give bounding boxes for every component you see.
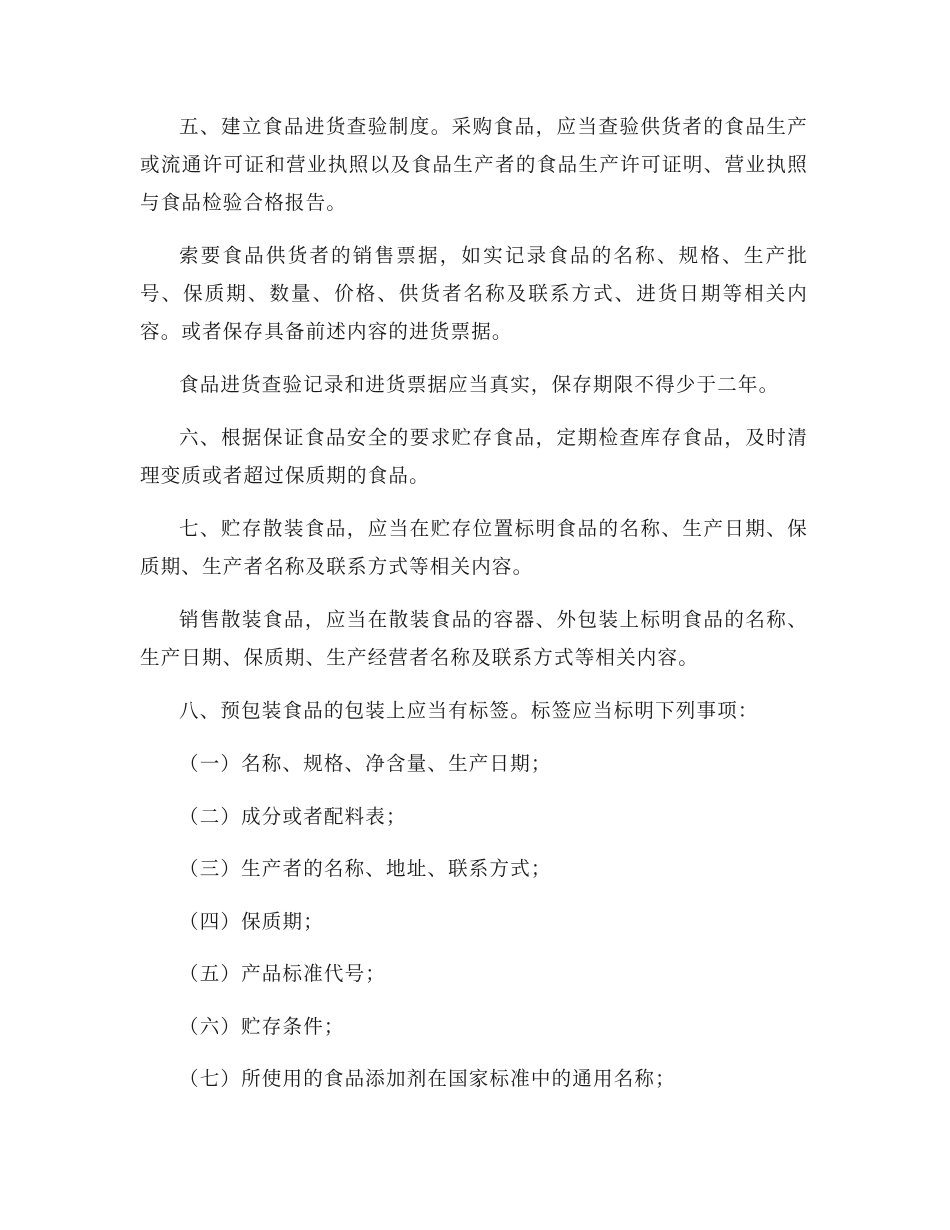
list-item-label-4: （四）保质期； [179, 909, 324, 933]
paragraph-bulk-food-sales: 销售散装食品，应当在散装食品的容器、外包装上标明食品的名称、生产日期、保质期、生产经营者名称及联系方式等相关内容。 [140, 608, 808, 669]
list-item-label-2: （二）成分或者配料表； [179, 804, 407, 828]
paragraph-records-retention: 食品进货查验记录和进货票据应当真实，保存期限不得少于二年。 [179, 373, 780, 396]
document-body [140, 108, 808, 1113]
paragraph-section-7: 七、贮存散装食品，应当在贮存位置标明食品的名称、生产日期、保质期、生产者名称及联系方式等相关内容。 [140, 517, 808, 578]
paragraph-section-6: 六、根据保证食品安全的要求贮存食品，定期检查库存食品，及时清理变质或者超过保质期的食品。 [140, 426, 808, 487]
list-item-label-6: （六）贮存条件； [179, 1014, 345, 1038]
paragraph-section-5: 五、建立食品进货查验制度。采购食品，应当查验供货者的食品生产或流通许可证和营业执照以及食品生产者的食品生产许可证明、营业执照与食品检验合格报告。 [140, 115, 808, 214]
list-item-label-7: （七）所使用的食品添加剂在国家标准中的通用名称； [179, 1067, 676, 1090]
list-item-label-1: （一）名称、规格、净含量、生产日期； [179, 752, 552, 775]
list-item-label-5: （五）产品标准代号； [179, 962, 387, 985]
paragraph-section-8: 八、预包装食品的包装上应当有标签。标签应当标明下列事项： [179, 699, 759, 722]
paragraph-sales-receipts: 索要食品供货者的销售票据，如实记录食品的名称、规格、生产批号、保质期、数量、价格、供货者名称及联系方式、进货日期等相关内容。或者保存具备前述内容的进货票据。 [140, 244, 808, 343]
list-item-label-3: （三）生产者的名称、地址、联系方式； [179, 857, 552, 880]
